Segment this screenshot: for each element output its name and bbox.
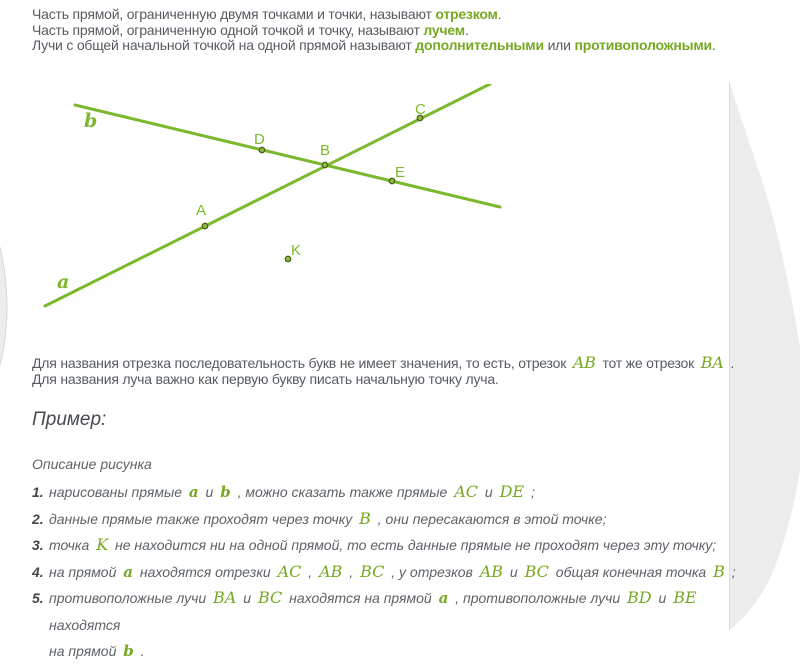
text-run: , у отрезков [387, 563, 477, 580]
text-run: . [726, 355, 735, 371]
math-term: AB [319, 561, 343, 581]
text-run: и [201, 484, 218, 500]
math-term: AC [454, 482, 479, 501]
list-item-number: 4. [32, 563, 44, 580]
math-term: B [713, 561, 725, 581]
text-run: и [481, 484, 497, 500]
point-D [259, 147, 264, 152]
intro-line-1 [32, 7, 716, 23]
list-item-number: 5. [32, 590, 44, 606]
math-term: дополнительными [415, 37, 544, 53]
point-E [389, 178, 394, 183]
text-run: ; [527, 484, 535, 500]
line-a-label: a [57, 271, 70, 293]
math-term: BE [673, 588, 697, 607]
list-item-5 [32, 585, 774, 665]
math-term: a [438, 589, 449, 607]
text-run: ; [727, 563, 736, 580]
point-C-label: C [415, 101, 426, 118]
math-term: AB [572, 353, 596, 372]
point-A-label: A [196, 202, 207, 219]
text-run: находятся на прямой [285, 590, 436, 606]
math-term: b [220, 483, 231, 501]
diagram-svg [40, 84, 510, 319]
point-D-label: D [254, 131, 265, 148]
math-term: a [188, 483, 199, 501]
list-item-2 [32, 506, 774, 533]
text-run: Для названия отрезка последовательность букв не имеет значения, то есть, отрезок [32, 355, 570, 371]
math-term: B [359, 508, 371, 528]
text-run: , можно сказать также прямые [233, 484, 452, 500]
list-item-text [49, 585, 774, 665]
line-b [75, 105, 500, 207]
point-A [202, 223, 207, 228]
point-K [285, 256, 290, 261]
text-run: не находится ни на одной прямой, то есть данные прямые не проходят через эту точку; [111, 537, 717, 553]
point-K-label: K [291, 242, 302, 259]
text-run: на прямой [49, 643, 121, 659]
point-E-label: E [395, 164, 406, 181]
math-term: BA [700, 353, 724, 372]
text-run: , противоположные лучи [451, 590, 625, 606]
math-term: отрезком [435, 6, 498, 22]
description-list [32, 479, 774, 665]
text-run: данные прямые также проходят через точку [49, 510, 357, 527]
math-term: DE [499, 482, 525, 501]
text-run: находятся отрезки [136, 563, 275, 580]
list-item-number: 2. [32, 510, 44, 527]
math-term: BC [360, 561, 385, 581]
text-run: нарисованы прямые [49, 484, 186, 500]
text-run: и [239, 590, 255, 606]
list-item-3 [32, 532, 774, 559]
line-b-label: b [84, 110, 98, 132]
point-B-label: B [320, 142, 331, 159]
text-run: или [543, 37, 575, 53]
list-item-text [49, 559, 774, 586]
text-run: Для названия луча важно как первую букву писать начальную точку луча. [32, 370, 499, 387]
text-run: . [711, 37, 716, 53]
list-item-text [49, 479, 774, 506]
example-heading: Пример: [32, 409, 107, 430]
math-term: противоположными [574, 37, 712, 53]
list-item-text [49, 532, 774, 559]
text-run: на прямой [49, 563, 121, 580]
text-run: находятся [49, 616, 121, 633]
text-run: , [345, 563, 358, 580]
figure-description-title: Описание рисунка [32, 456, 152, 472]
math-term: лучем [423, 21, 465, 38]
intro-line-2 [32, 23, 716, 39]
note-paragraph [32, 353, 735, 387]
text-run: . [136, 643, 145, 659]
math-term: BC [257, 588, 283, 607]
list-item-1 [32, 479, 774, 506]
list-item-text [49, 506, 774, 533]
math-term: a [123, 562, 133, 581]
text-run: тот же отрезок [598, 355, 698, 371]
note-line-2 [32, 372, 734, 388]
text-run: точка [49, 537, 94, 553]
text-run: , они пересакаются в этой точке; [373, 510, 607, 527]
text-run: . [497, 6, 502, 22]
text-run: . [464, 21, 469, 38]
text-run: и [506, 563, 522, 580]
math-term: b [123, 642, 134, 660]
page-curl-left [0, 247, 8, 367]
math-term: BC [524, 561, 549, 581]
math-term: AB [479, 561, 504, 581]
text-run: Лучи с общей начальной точкой на одной прямой называют [32, 37, 416, 53]
math-term: K [96, 535, 109, 554]
point-B [322, 162, 327, 167]
intro-paragraph [32, 7, 716, 54]
list-item-number: 1. [32, 484, 44, 500]
text-run: , [304, 563, 317, 580]
math-term: BD [627, 588, 652, 607]
geometry-figure [40, 84, 510, 319]
text-run: и [654, 590, 671, 606]
math-term: BA [213, 588, 237, 607]
note-line-1 [32, 353, 735, 372]
intro-line-3 [32, 38, 716, 54]
text-run: Часть прямой, ограниченную одной точкой и точку, называют [32, 21, 424, 38]
text-run: Часть прямой, ограниченную двумя точками и точки, называют [32, 6, 436, 22]
math-term: AC [277, 561, 302, 581]
text-run: общая конечная точка [551, 563, 711, 580]
list-item-4 [32, 559, 774, 586]
list-item-number: 3. [32, 537, 44, 553]
text-run: противоположные лучи [49, 590, 211, 606]
